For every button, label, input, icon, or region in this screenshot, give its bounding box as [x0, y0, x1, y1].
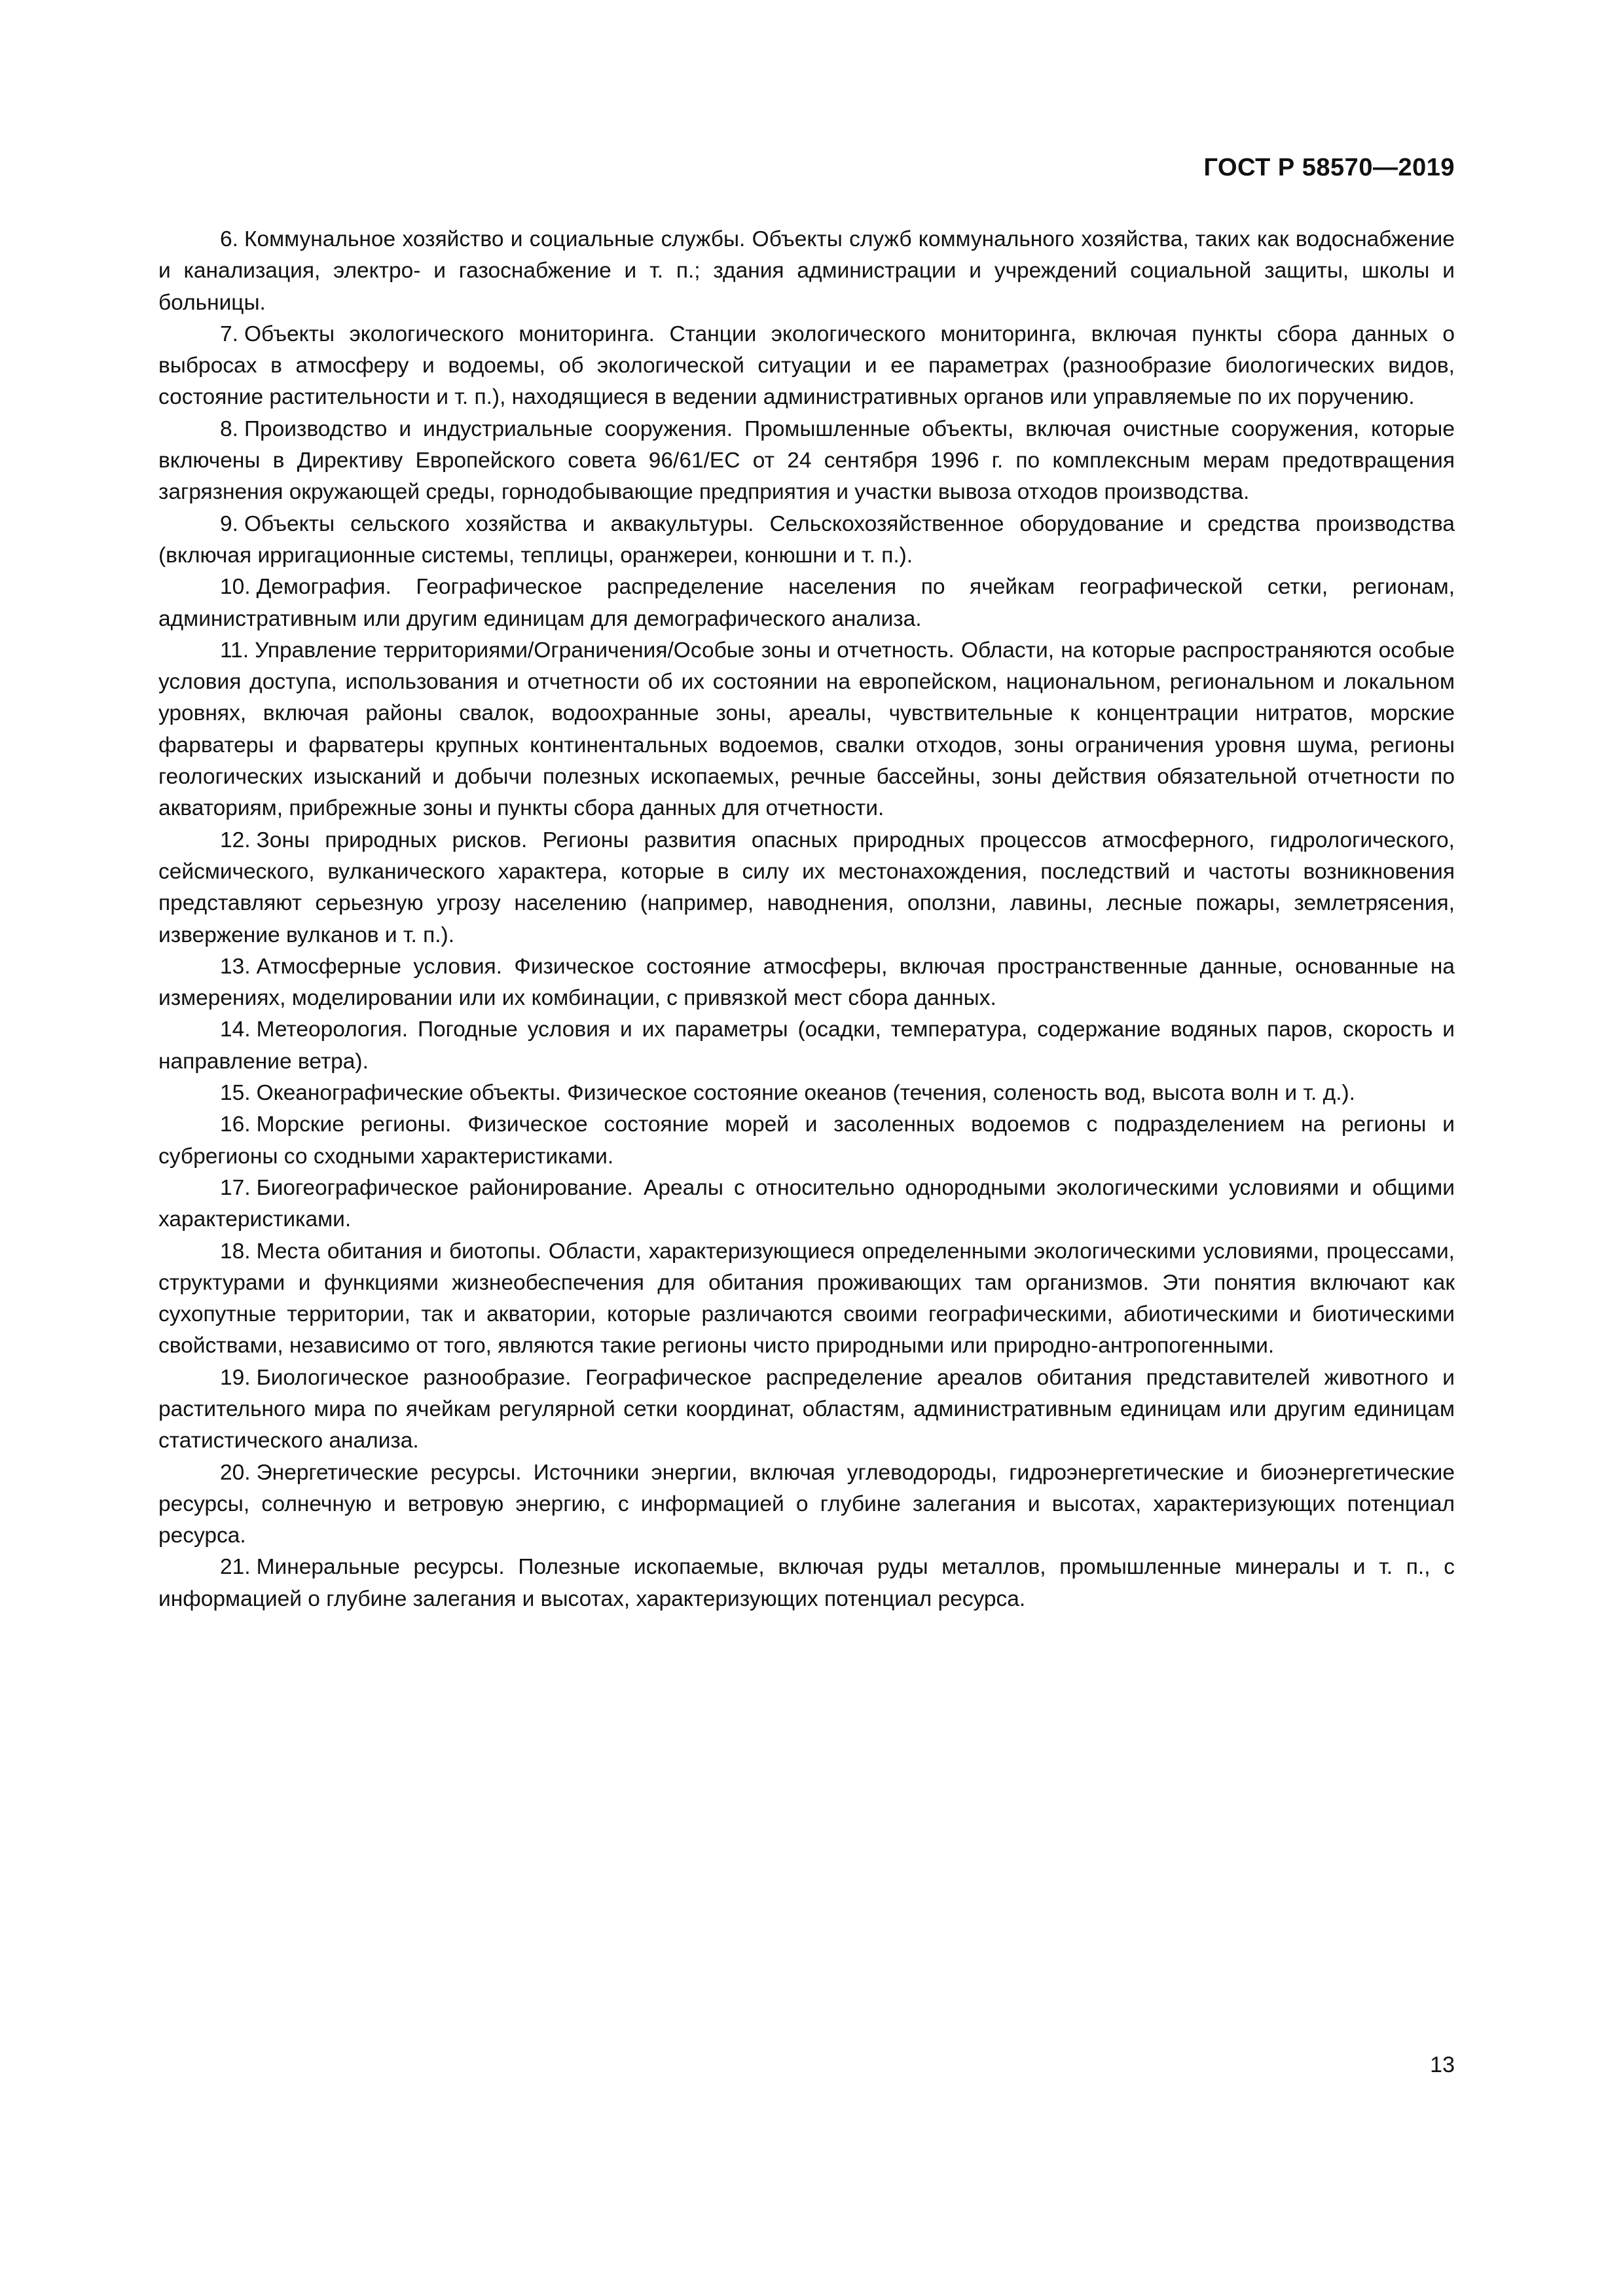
paragraph-number: 9.	[220, 511, 238, 536]
paragraph-number: 13.	[220, 954, 251, 979]
paragraph-number: 20.	[220, 1460, 251, 1485]
paragraph-number: 19.	[220, 1365, 251, 1390]
paragraph-item-17	[158, 1173, 1455, 1236]
paragraph-item-9	[158, 509, 1455, 572]
paragraph-item-19	[158, 1362, 1455, 1457]
paragraph-text: Минеральные ресурсы. Полезные ископаемые, включая руды металлов, промышленные минералы и т. п., с информацией о глубине залегания и высотах, характеризующих потенциал ресурса.	[158, 1555, 1455, 1611]
paragraph-number: 17.	[220, 1175, 251, 1200]
page-number: 13	[1430, 2052, 1455, 2077]
paragraph-number: 6.	[220, 227, 238, 251]
paragraph-text: Энергетические ресурсы. Источники энергии, включая углеводороды, гидроэнергетические и биоэнергетические ресурсы, солнечную и ветровую энергию, с информацией о глубине залегания и высотах, характеризующих потенциал ресурса.	[158, 1460, 1455, 1548]
paragraph-item-15	[158, 1078, 1455, 1109]
paragraph-item-10	[158, 572, 1455, 635]
paragraph-item-12	[158, 825, 1455, 951]
paragraph-item-16	[158, 1109, 1455, 1173]
paragraph-text: Объекты экологического мониторинга. Станции экологического мониторинга, включая пункты сбора данных о выбросах в атмосферу и водоемы, об экологической ситуации и ее параметрах (разнообразие биологических видов, состояние растительности и т. п.), находящиеся в ведении административных органов или управляемые по их поручению.	[158, 321, 1455, 410]
paragraph-item-13	[158, 951, 1455, 1015]
paragraph-item-18	[158, 1236, 1455, 1362]
document-body	[158, 224, 1455, 1615]
paragraph-text: Зоны природных рисков. Регионы развития опасных природных процессов атмосферного, гидрологического, сейсмического, вулканического характера, которые в силу их местонахождения, последствий и частоты возникновения представляют серьезную угрозу населению (например, наводнения, оползни, лавины, лесные пожары, землетрясения, извержение вулканов и т. п.).	[158, 828, 1455, 947]
paragraph-number: 16.	[220, 1112, 251, 1137]
paragraph-number: 21.	[220, 1555, 251, 1580]
paragraph-number: 11.	[220, 638, 249, 663]
paragraph-item-14	[158, 1014, 1455, 1078]
paragraph-text: Производство и индустриальные сооружения. Промышленные объекты, включая очистные сооружения, которые включены в Директиву Европейского совета 96/61/ЕС от 24 сентября 1996 г. по комплексным мерам предотвращения загрязнения окружающей среды, горнодобывающие предприятия и участки вывоза отходов производства.	[158, 416, 1455, 505]
paragraph-item-6	[158, 224, 1455, 319]
paragraph-text: Биологическое разнообразие. Географическое распределение ареалов обитания представителей животного и растительного мира по ячейкам регулярной сетки координат, областям, административным единицам или другим единицам статистического анализа.	[158, 1365, 1455, 1453]
paragraph-text: Океанографические объекты. Физическое состояние океанов (течения, соленость вод, высота волн и т. д.).	[256, 1081, 1355, 1106]
paragraph-item-20	[158, 1457, 1455, 1552]
paragraph-text: Метеорология. Погодные условия и их параметры (осадки, температура, содержание водяных паров, скорость и направление ветра).	[158, 1017, 1455, 1074]
paragraph-number: 15.	[220, 1081, 251, 1106]
paragraph-text: Биогеографическое районирование. Ареалы с относительно однородными экологическими условиями и общими характеристиками.	[158, 1175, 1455, 1232]
paragraph-text: Места обитания и биотопы. Области, характеризующиеся определенными экологическими условиями, процессами, структурами и функциями жизнеобеспечения для обитания проживающих там организмов. Эти понятия включают как сухопутные территории, так и акватории, которые различаются своими географическими, абиотическими и биотическими свойствами, независимо от того, являются такие регионы чисто природными или природно-антропогенными.	[158, 1239, 1455, 1358]
paragraph-item-11	[158, 635, 1455, 825]
paragraph-text: Морские регионы. Физическое состояние морей и засоленных водоемов с подразделением на регионы и субрегионы со сходными характеристиками.	[158, 1112, 1455, 1169]
paragraph-text: Управление территориями/Ограничения/Особые зоны и отчетность. Области, на которые распространяются особые условия доступа, использования и отчетности об их состоянии на европейском, национальном, региональном и локальном уровнях, включая районы свалок, водоохранные зоны, ареалы, чувствительные к концентрации нитратов, морские фарватеры и фарватеры крупных континентальных водоемов, свалки отходов, зоны ограничения уровня шума, регионы геологических изысканий и добычи полезных ископаемых, речные бассейны, зоны действия обязательной отчетности по акваториям, прибрежные зоны и пункты сбора данных для отчетности.	[158, 638, 1455, 821]
paragraph-item-7	[158, 319, 1455, 414]
paragraph-item-8	[158, 414, 1455, 509]
paragraph-item-21	[158, 1552, 1455, 1615]
paragraph-text: Атмосферные условия. Физическое состояние атмосферы, включая пространственные данные, основанные на измерениях, моделировании или их комбинации, с привязкой мест сбора данных.	[158, 954, 1455, 1011]
paragraph-text: Объекты сельского хозяйства и аквакультуры. Сельскохозяйственное оборудование и средства производства (включая ирригационные системы, теплицы, оранжереи, конюшни и т. п.).	[158, 511, 1455, 568]
paragraph-number: 12.	[220, 828, 251, 852]
standard-designation-header: ГОСТ Р 58570—2019	[1203, 154, 1455, 181]
paragraph-number: 18.	[220, 1239, 251, 1264]
paragraph-text: Демография. Географическое распределение населения по ячейкам географической сетки, регионам, административным или другим единицам для демографического анализа.	[158, 575, 1455, 631]
paragraph-number: 10.	[220, 575, 251, 600]
paragraph-text: Коммунальное хозяйство и социальные службы. Объекты служб коммунального хозяйства, таких как водоснабжение и канализация, электро- и газоснабжение и т. п.; здания администрации и учреждений социальной защиты, школы и больницы.	[158, 227, 1455, 315]
paragraph-number: 14.	[220, 1017, 251, 1042]
paragraph-number: 7.	[220, 321, 238, 346]
paragraph-number: 8.	[220, 416, 238, 441]
